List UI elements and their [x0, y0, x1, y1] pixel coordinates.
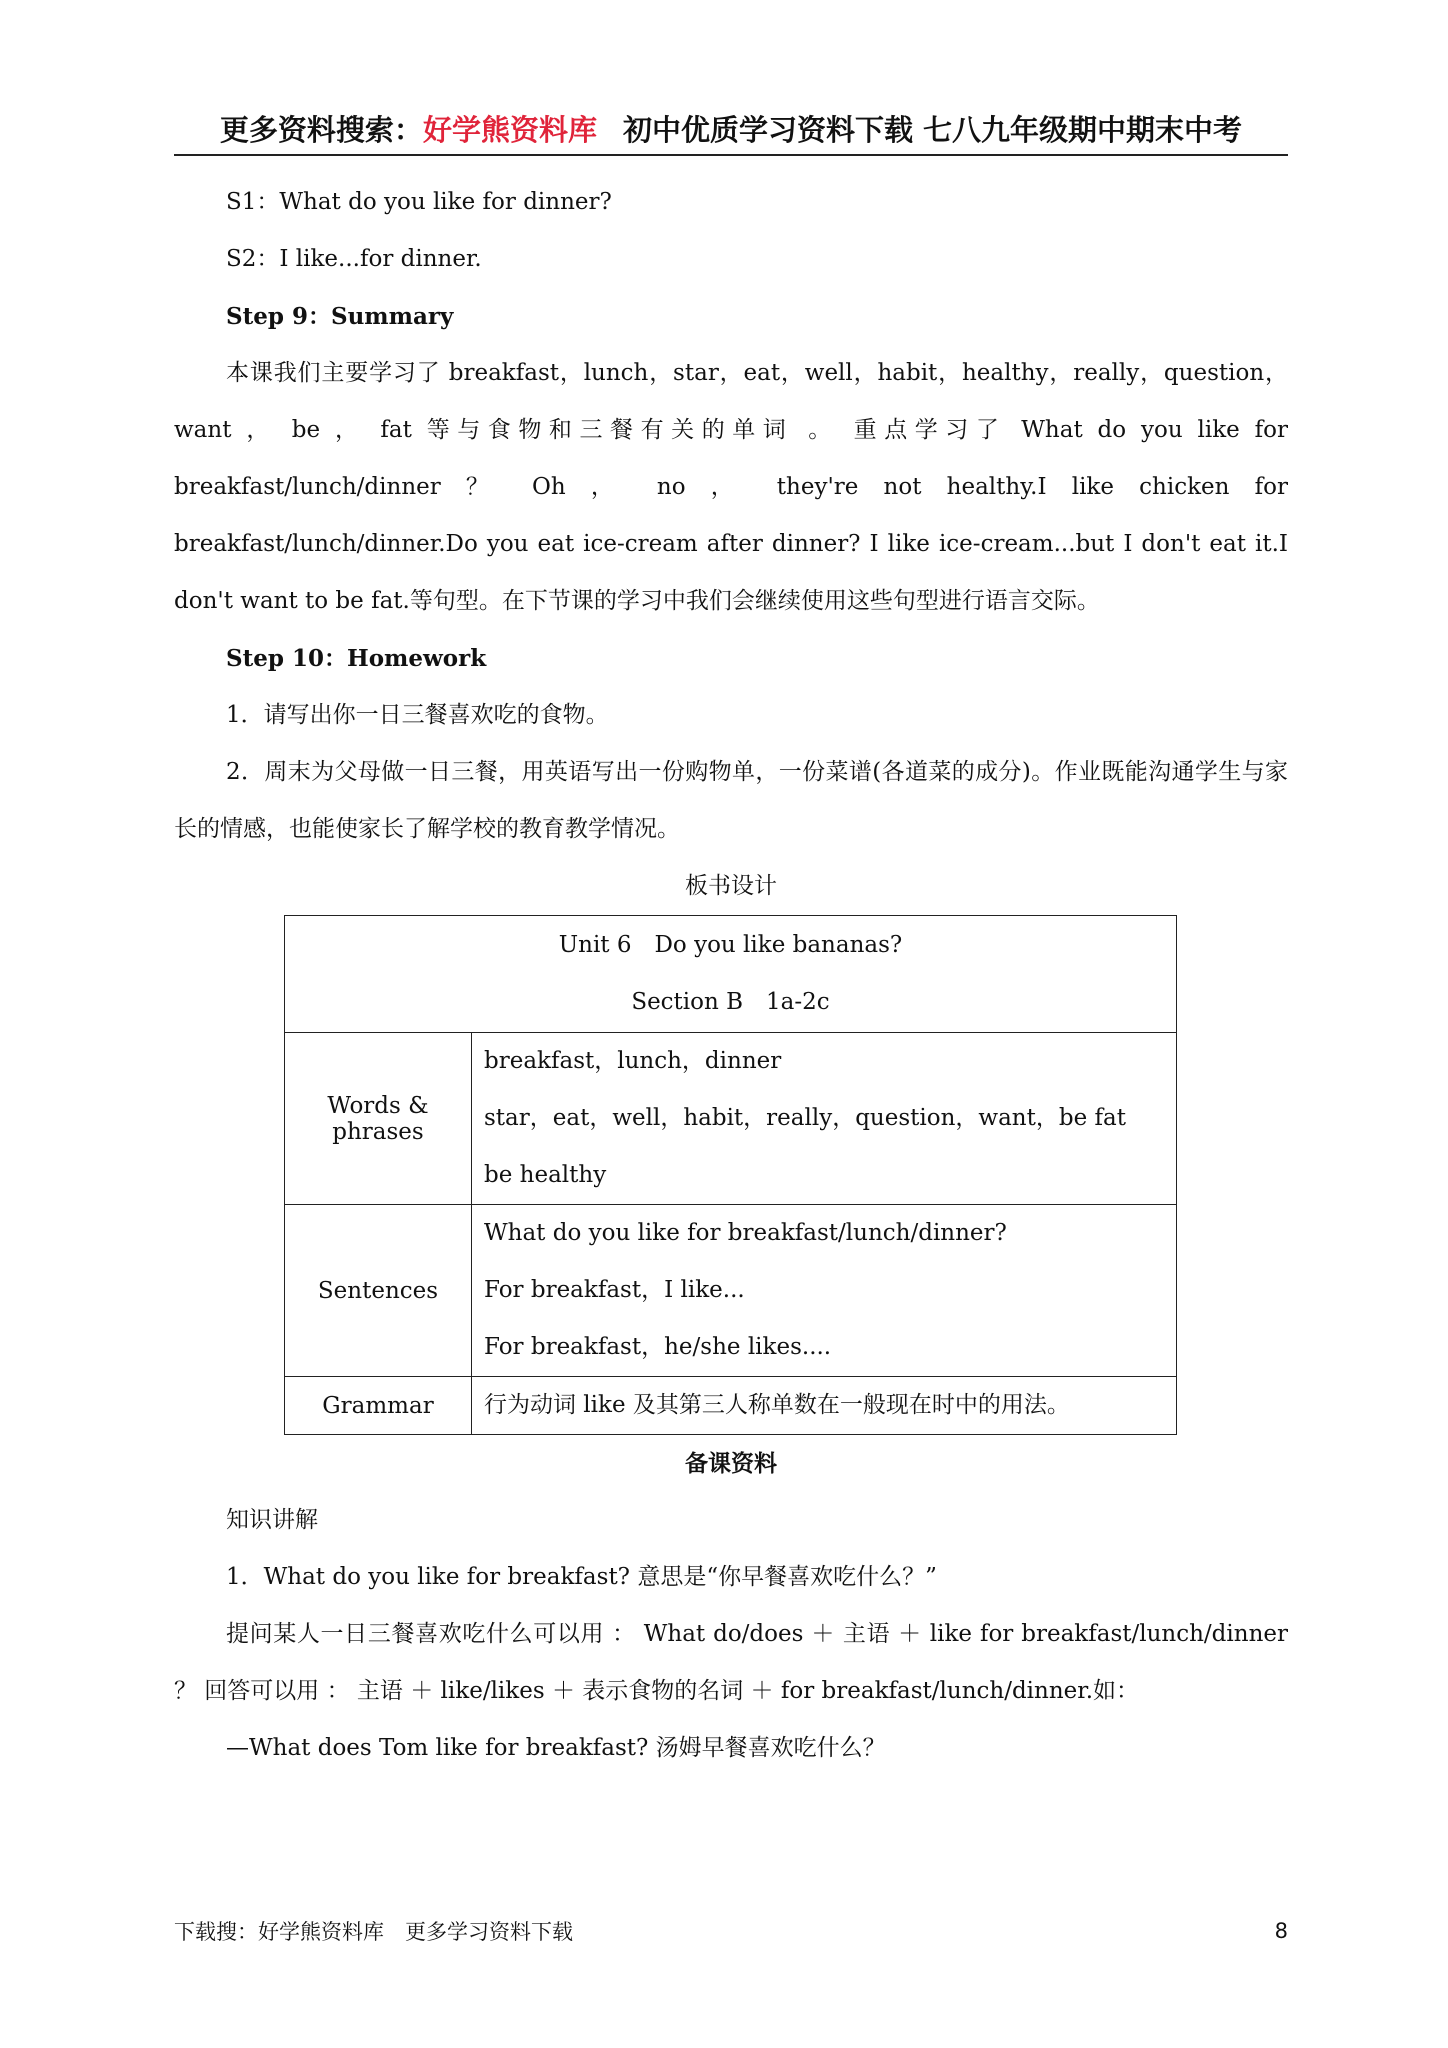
prep-title: 备课资料: [685, 1450, 777, 1477]
board-title-line1: Unit 6 Do you like bananas?: [558, 932, 903, 958]
row-label-grammar: Grammar: [285, 1377, 472, 1435]
page-footer: [174, 1914, 1288, 1948]
board-row-grammar: [285, 1377, 1177, 1435]
header-prefix: 更多资料搜索：: [219, 112, 423, 147]
footer-text: 下载搜：好学熊资料库 更多学习资料下载: [174, 1920, 573, 1944]
dialogue-s2: S2：I like...for dinner.: [226, 246, 482, 272]
page-number: 8: [1274, 1919, 1288, 1943]
row-label-words: Words & phrases: [285, 1033, 472, 1205]
step9-title: Step 9：Summary: [226, 303, 454, 330]
step10-title: Step 10：Homework: [226, 645, 487, 672]
page-header: [174, 102, 1288, 156]
dialogue-s1: S1：What do you like for dinner?: [226, 189, 612, 215]
row-content-grammar: [472, 1377, 1177, 1435]
knowledge-example: —What does Tom like for breakfast? 汤姆早餐喜欢吃什么？: [226, 1735, 886, 1761]
board-title-line2: Section B 1a-2c: [631, 989, 830, 1015]
header-suffix: 初中优质学习资料下载 七八九年级期中期末中考: [622, 112, 1243, 147]
words-line-1: breakfast，lunch，dinner: [484, 1048, 782, 1074]
grammar-line-1: 行为动词 like 及其第三人称单数在一般现在时中的用法。: [484, 1392, 1070, 1418]
knowledge-point-1: 1．What do you like for breakfast? 意思是“你早餐喜欢吃什么？”: [226, 1564, 937, 1590]
row-label-sentences: Sentences: [285, 1205, 472, 1377]
board-title-cell: [285, 916, 1177, 1033]
header-highlight: 好学熊资料库: [422, 112, 597, 147]
page-content: [174, 174, 1288, 1777]
knowledge-point-1-explain: 提问某人一日三餐喜欢吃什么可以用 ： What do/does ＋ 主语 ＋ like for breakfast/lunch/dinner ？ 回答可以用 ： 主语 ＋ like/likes ＋ 表示食物的名词 ＋ for breakfast/lunch/dinner.如：: [174, 1621, 1288, 1704]
board-caption: 板书设计: [685, 873, 777, 899]
homework-item-1: 1．请写出你一日三餐喜欢吃的食物。: [226, 702, 609, 728]
homework-item-2: 2．周末为父母做一日三餐，用英语写出一份购物单，一份菜谱(各道菜的成分)。作业既能沟通学生与家长的情感，也能使家长了解学校的教育教学情况。: [174, 759, 1288, 842]
board-design-table: [284, 915, 1177, 1435]
row-content-words: [472, 1033, 1177, 1205]
sentences-line-3: For breakfast，he/she likes....: [484, 1334, 832, 1360]
board-header-row: [285, 916, 1177, 1033]
sentences-line-2: For breakfast，I like...: [484, 1277, 745, 1303]
words-line-2: star，eat，well，habit，really，question，want，be fat: [484, 1105, 1126, 1131]
board-row-sentences: [285, 1205, 1177, 1377]
row-content-sentences: [472, 1205, 1177, 1377]
prep-subtitle: 知识讲解: [226, 1507, 318, 1533]
board-row-words: [285, 1033, 1177, 1205]
words-line-3: be healthy: [484, 1162, 607, 1188]
step9-text: 本课我们主要学习了 breakfast，lunch，star，eat，well，habit，healthy，really，question，want ， be ， fat 等与食物和三餐有关的单词 。 重点学习了 What do you like for breakfast/lunch/dinner ？ Oh ， no ， they're not healthy.I like chicken for breakfast/lunch/dinner.Do you eat ice-cream after dinner? I like ice-cream...but I don't eat it.I don't want to be fat.等句型。在下节课的学习中我们会继续使用这些句型进行语言交际。: [174, 360, 1288, 614]
sentences-line-1: What do you like for breakfast/lunch/dinner?: [484, 1220, 1007, 1246]
